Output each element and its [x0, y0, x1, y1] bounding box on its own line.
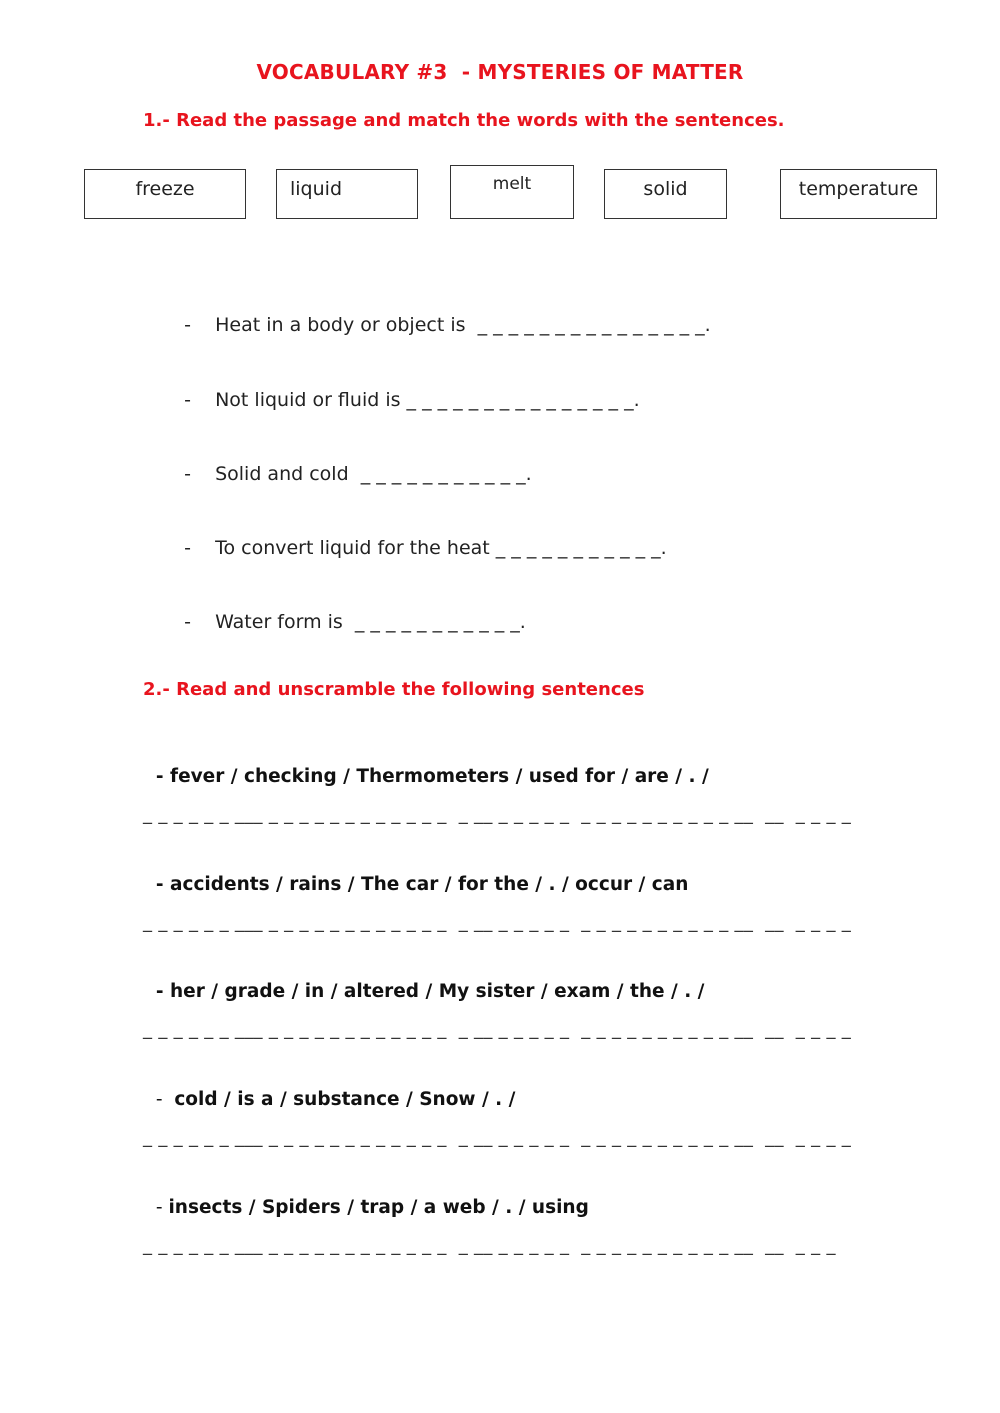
- worksheet-title: VOCABULARY #3 - MYSTERIES OF MATTER: [256, 60, 744, 84]
- scramble-words: fever / checking / Thermometers / used for / are / . /: [170, 766, 709, 787]
- scramble-prefix: -: [155, 1089, 175, 1110]
- scramble-sentence: [143, 853, 688, 895]
- scramble-words: accidents / rains / The car / for the / . / occur / can: [170, 874, 689, 895]
- bullet: -: [184, 611, 191, 633]
- bullet: -: [184, 314, 191, 336]
- scramble-sentence: [143, 745, 709, 787]
- bullet: -: [184, 463, 191, 485]
- scramble-prefix: -: [155, 1197, 169, 1218]
- scramble-words: her / grade / in / altered / My sister / exam / the / . /: [170, 981, 705, 1002]
- word-label: solid: [643, 178, 688, 200]
- match-sentence: Solid and cold _ _ _ _ _ _ _ _ _ _ _.: [215, 463, 532, 485]
- word-label: temperature: [798, 178, 919, 200]
- bullet: -: [184, 537, 191, 559]
- match-item: [172, 367, 640, 411]
- section-2-heading: 2.- Read and unscramble the following sentences: [143, 679, 645, 700]
- answer-blank-line[interactable]: _ _ _ _ _ _ ___ _ _ _ _ _ _ _ _ _ _ _ _ _ __ _ _ _ _ _ _ _ _ _ _ _ _ _ _ _ __ __ _ _ _ _: [143, 1019, 852, 1040]
- answer-blank-line[interactable]: _ _ _ _ _ _ ___ _ _ _ _ _ _ _ _ _ _ _ _ _ __ _ _ _ _ _ _ _ _ _ _ _ _ _ _ _ __ __ _ _ _ _: [143, 1127, 852, 1148]
- scramble-words: cold / is a / substance / Snow / . /: [174, 1089, 516, 1110]
- bullet: -: [184, 389, 191, 411]
- scramble-prefix: -: [155, 874, 171, 895]
- word-box-melt[interactable]: [450, 165, 574, 219]
- word-label: freeze: [135, 178, 195, 200]
- scramble-sentence: [143, 1176, 589, 1218]
- answer-blank-line[interactable]: _ _ _ _ _ _ ___ _ _ _ _ _ _ _ _ _ _ _ _ _ __ _ _ _ _ _ _ _ _ _ _ _ _ _ _ _ __ __ _ _ _: [143, 1235, 836, 1256]
- match-sentence: Water form is _ _ _ _ _ _ _ _ _ _ _.: [215, 611, 526, 633]
- scramble-sentence: [143, 960, 704, 1002]
- match-item: [172, 589, 526, 633]
- scramble-prefix: -: [155, 766, 171, 787]
- word-box-solid[interactable]: [604, 169, 727, 219]
- scramble-prefix: -: [155, 981, 171, 1002]
- word-label: melt: [492, 174, 532, 194]
- scramble-words: insects / Spiders / trap / a web / . / using: [168, 1197, 589, 1218]
- section-1-heading: 1.- Read the passage and match the words with the sentences.: [143, 110, 785, 131]
- match-sentence: Heat in a body or object is _ _ _ _ _ _ _ _ _ _ _ _ _ _ _.: [215, 314, 711, 336]
- word-label: liquid: [290, 178, 342, 200]
- match-sentence: To convert liquid for the heat _ _ _ _ _ _ _ _ _ _ _.: [215, 537, 667, 559]
- answer-blank-line[interactable]: _ _ _ _ _ _ ___ _ _ _ _ _ _ _ _ _ _ _ _ _ __ _ _ _ _ _ _ _ _ _ _ _ _ _ _ _ __ __ _ _ _ _: [143, 804, 852, 825]
- match-item: [172, 441, 532, 485]
- word-box-liquid[interactable]: [276, 169, 418, 219]
- word-box-temperature[interactable]: [780, 169, 937, 219]
- scramble-sentence: [143, 1068, 515, 1110]
- match-item: [172, 515, 667, 559]
- word-box-freeze[interactable]: [84, 169, 246, 219]
- answer-blank-line[interactable]: _ _ _ _ _ _ ___ _ _ _ _ _ _ _ _ _ _ _ _ _ __ _ _ _ _ _ _ _ _ _ _ _ _ _ _ _ __ __ _ _ _ _: [143, 912, 852, 933]
- match-item: [172, 292, 711, 336]
- match-sentence: Not liquid or fluid is _ _ _ _ _ _ _ _ _ _ _ _ _ _ _.: [215, 389, 640, 411]
